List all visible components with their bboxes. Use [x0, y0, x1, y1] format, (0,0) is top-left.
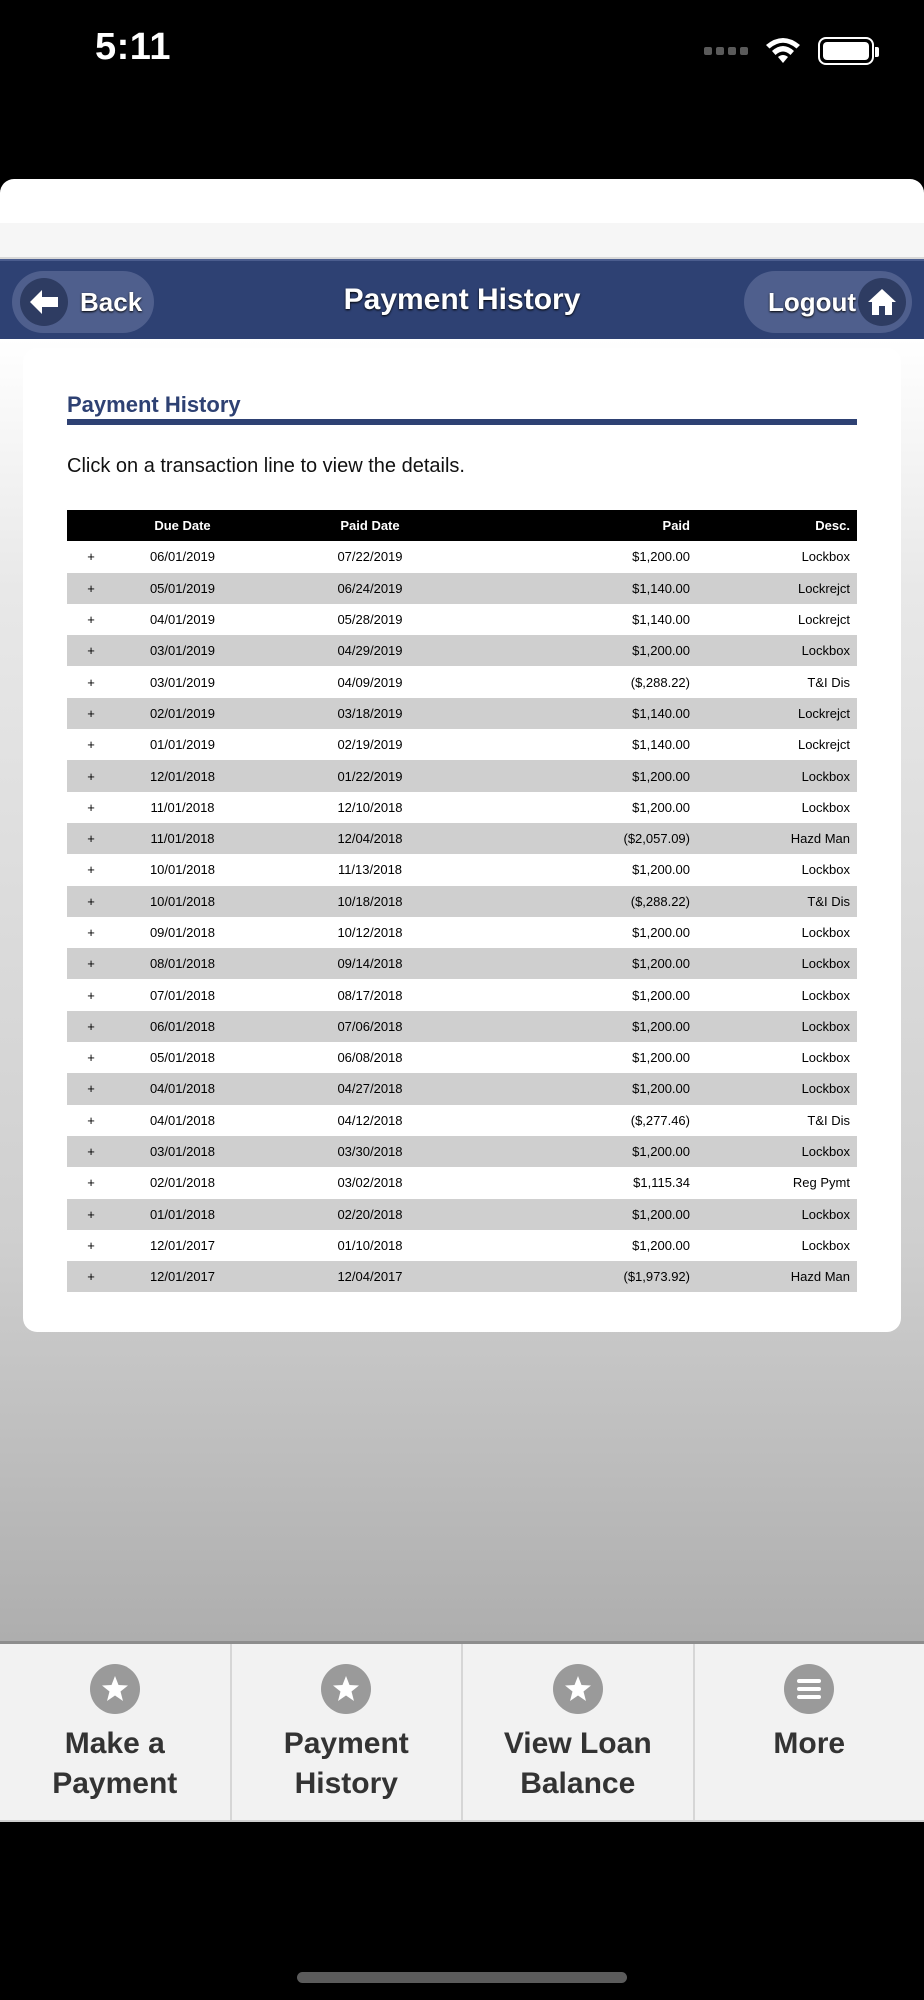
paid-amount-cell: $1,200.00	[632, 862, 690, 878]
paid-date-cell: 03/18/2019	[337, 705, 403, 721]
due-date-cell: 08/01/2018	[149, 956, 216, 972]
table-row[interactable]	[67, 1261, 857, 1292]
due-date-cell: 01/01/2019	[149, 737, 216, 753]
due-date-cell: 02/01/2018	[149, 1175, 216, 1191]
due-date-cell: 10/01/2018	[149, 893, 216, 909]
paid-amount-cell: $1,200.00	[632, 549, 690, 565]
description-cell: T&I Dis	[807, 1112, 850, 1128]
table-row[interactable]	[67, 573, 857, 604]
cellular-signal-icon	[704, 47, 748, 55]
expand-toggle[interactable]: +	[87, 612, 95, 628]
paid-amount-cell: ($2,057.09)	[623, 831, 690, 847]
description-cell: Lockbox	[801, 1050, 850, 1066]
expand-toggle[interactable]: +	[87, 643, 95, 659]
expand-toggle[interactable]: +	[87, 705, 95, 721]
paid-date-cell: 11/13/2018	[337, 862, 403, 878]
due-date-cell: 03/01/2019	[149, 643, 216, 659]
due-date-cell: 05/01/2018	[149, 1050, 216, 1066]
description-cell: T&I Dis	[807, 674, 850, 690]
description-cell: Lockbox	[801, 768, 850, 784]
due-date-cell: 04/01/2019	[149, 612, 216, 628]
expand-toggle[interactable]: +	[87, 1269, 95, 1285]
paid-date-cell: 05/28/2019	[337, 612, 403, 628]
expand-toggle[interactable]: +	[87, 737, 95, 753]
table-row[interactable]	[67, 666, 857, 697]
paid-date-cell: 12/04/2017	[337, 1269, 403, 1285]
due-date-cell: 01/01/2018	[149, 1206, 216, 1222]
expand-toggle[interactable]: +	[87, 674, 95, 690]
paid-amount-cell: $1,115.34	[633, 1175, 690, 1191]
expand-toggle[interactable]: +	[87, 893, 95, 909]
table-row[interactable]	[67, 760, 857, 791]
description-cell: Lockbox	[801, 1206, 850, 1222]
paid-amount-cell: $1,140.00	[632, 580, 690, 596]
battery-icon	[818, 37, 874, 65]
table-row[interactable]	[67, 1136, 857, 1167]
description-cell: Hazd Man	[790, 1269, 850, 1285]
table-row[interactable]	[67, 979, 857, 1010]
expand-toggle[interactable]: +	[87, 799, 95, 815]
paid-date-cell: 01/10/2018	[337, 1237, 403, 1253]
table-row[interactable]	[67, 1011, 857, 1042]
due-date-cell: 11/01/2018	[150, 831, 215, 847]
paid-date-cell: 12/04/2018	[337, 831, 403, 847]
table-row[interactable]	[67, 823, 857, 854]
payment-history-card	[23, 348, 901, 1332]
paid-amount-cell: $1,140.00	[632, 612, 690, 628]
expand-toggle[interactable]: +	[87, 549, 95, 565]
tab-payment-history[interactable]	[232, 1644, 464, 1820]
paid-date-cell: 02/19/2019	[337, 737, 403, 753]
paid-date-cell: 04/27/2018	[337, 1081, 403, 1097]
table-row[interactable]	[67, 635, 857, 666]
logout-label: Logout	[768, 286, 857, 317]
due-date-cell: 06/01/2019	[149, 549, 216, 565]
due-date-cell: 02/01/2019	[149, 705, 216, 721]
section-title: Payment History	[67, 392, 241, 417]
table-row[interactable]	[67, 792, 857, 823]
expand-toggle[interactable]: +	[87, 1175, 95, 1191]
description-cell: Lockbox	[801, 1237, 850, 1253]
paid-date-cell: 12/10/2018	[337, 799, 403, 815]
paid-date-cell: 06/08/2018	[337, 1050, 403, 1066]
description-cell: Lockbox	[801, 549, 850, 565]
tab-more[interactable]	[695, 1644, 924, 1820]
paid-date-cell: 04/12/2018	[337, 1112, 403, 1128]
page-title: Payment History	[343, 283, 581, 316]
description-cell: Lockrejct	[797, 737, 850, 753]
home-icon	[858, 278, 906, 326]
due-date-cell: 03/01/2019	[149, 674, 216, 690]
paid-amount-cell: $1,200.00	[632, 956, 690, 972]
paid-date-cell: 04/29/2019	[337, 643, 403, 659]
header-paid: Paid	[662, 518, 690, 534]
paid-amount-cell: $1,140.00	[632, 705, 690, 721]
payment-table	[67, 510, 857, 1292]
expand-toggle[interactable]: +	[87, 831, 95, 847]
description-cell: Lockbox	[801, 1144, 850, 1160]
description-cell: Reg Pymt	[792, 1175, 850, 1191]
paid-amount-cell: $1,200.00	[632, 1237, 690, 1253]
tab-view-loan-balance[interactable]	[463, 1644, 695, 1820]
paid-date-cell: 09/14/2018	[337, 956, 403, 972]
bottom-tab-bar	[0, 1641, 924, 1822]
due-date-cell: 07/01/2018	[149, 987, 216, 1003]
tab-label: Payment History	[283, 1727, 409, 1800]
paid-date-cell: 03/02/2018	[337, 1175, 403, 1191]
due-date-cell: 10/01/2018	[149, 862, 216, 878]
expand-toggle[interactable]: +	[87, 1081, 95, 1097]
expand-toggle[interactable]: +	[87, 862, 95, 878]
expand-toggle[interactable]: +	[87, 925, 95, 940]
table-row[interactable]	[67, 729, 857, 760]
paid-date-cell: 08/17/2018	[337, 987, 403, 1003]
due-date-cell: 09/01/2018	[149, 925, 216, 940]
paid-date-cell: 06/24/2019	[337, 580, 403, 596]
paid-amount-cell: ($,277.46)	[630, 1112, 690, 1128]
table-row[interactable]	[67, 948, 857, 979]
paid-amount-cell: $1,200.00	[632, 1081, 690, 1097]
description-cell: Hazd Man	[790, 831, 850, 847]
paid-amount-cell: $1,200.00	[632, 925, 690, 940]
due-date-cell: 11/01/2018	[150, 799, 215, 815]
table-row[interactable]	[67, 698, 857, 729]
due-date-cell: 04/01/2018	[149, 1081, 216, 1097]
due-date-cell: 12/01/2018	[149, 768, 216, 784]
table-row[interactable]	[67, 1073, 857, 1104]
table-row[interactable]	[67, 1042, 857, 1073]
description-cell: Lockrejct	[797, 612, 850, 628]
description-cell: Lockbox	[801, 925, 850, 940]
app-header	[0, 259, 924, 339]
paid-amount-cell: $1,200.00	[632, 1144, 690, 1160]
paid-date-cell: 01/22/2019	[337, 768, 403, 784]
expand-toggle[interactable]: +	[87, 1237, 95, 1253]
paid-amount-cell: $1,200.00	[632, 768, 690, 784]
description-cell: Lockbox	[801, 862, 850, 878]
due-date-cell: 03/01/2018	[149, 1144, 216, 1160]
table-row[interactable]	[67, 886, 857, 917]
paid-date-cell: 07/22/2019	[337, 549, 403, 565]
paid-amount-cell: $1,200.00	[632, 1018, 690, 1034]
table-row[interactable]	[67, 604, 857, 635]
paid-amount-cell: $1,200.00	[632, 1206, 690, 1222]
expand-toggle[interactable]: +	[87, 956, 95, 972]
header-paid-date: Paid Date	[340, 518, 400, 534]
star-icon	[553, 1664, 603, 1714]
star-icon	[90, 1664, 140, 1714]
table-row[interactable]	[67, 1230, 857, 1261]
back-label: Back	[80, 286, 143, 317]
logout-button[interactable]	[744, 271, 912, 333]
table-header	[67, 510, 857, 541]
home-indicator	[297, 1972, 627, 1983]
status-bar	[0, 0, 924, 100]
description-cell: Lockrejct	[797, 580, 850, 596]
table-row[interactable]	[67, 1167, 857, 1198]
header-due-date: Due Date	[154, 518, 211, 534]
header-desc: Desc.	[815, 518, 850, 534]
paid-amount-cell: $1,200.00	[632, 1050, 690, 1066]
description-cell: Lockbox	[801, 1018, 850, 1034]
table-row[interactable]	[67, 1199, 857, 1230]
table-row[interactable]	[67, 541, 857, 572]
star-icon	[321, 1664, 371, 1714]
due-date-cell: 12/01/2017	[149, 1237, 216, 1253]
table-row[interactable]	[67, 917, 857, 948]
paid-date-cell: 10/12/2018	[337, 925, 403, 940]
status-icons	[704, 34, 874, 68]
due-date-cell: 12/01/2017	[149, 1269, 216, 1285]
description-cell: Lockbox	[801, 799, 850, 815]
paid-date-cell: 07/06/2018	[337, 1018, 403, 1034]
description-cell: Lockbox	[801, 956, 850, 972]
wifi-icon	[764, 37, 802, 65]
description-cell: Lockbox	[801, 643, 850, 659]
table-row[interactable]	[67, 1105, 857, 1136]
paid-amount-cell: ($,288.22)	[630, 893, 690, 909]
tab-label: Make a Payment	[52, 1727, 178, 1800]
description-cell: Lockbox	[801, 987, 850, 1003]
expand-toggle[interactable]: +	[87, 1206, 95, 1222]
expand-toggle[interactable]: +	[87, 768, 95, 784]
paid-amount-cell: $1,200.00	[632, 643, 690, 659]
paid-date-cell: 03/30/2018	[337, 1144, 403, 1160]
description-cell: Lockrejct	[797, 705, 850, 721]
paid-amount-cell: $1,200.00	[632, 799, 690, 815]
expand-toggle[interactable]: +	[87, 1018, 95, 1034]
tab-make-payment[interactable]	[0, 1644, 232, 1820]
web-top-bar	[0, 179, 924, 259]
paid-amount-cell: $1,200.00	[632, 987, 690, 1003]
expand-toggle[interactable]: +	[87, 1050, 95, 1066]
due-date-cell: 06/01/2018	[149, 1018, 216, 1034]
expand-toggle[interactable]: +	[87, 1144, 95, 1160]
paid-date-cell: 04/09/2019	[337, 674, 403, 690]
expand-toggle[interactable]: +	[87, 580, 95, 596]
table-row[interactable]	[67, 854, 857, 885]
tab-label: View Loan Balance	[503, 1727, 652, 1800]
expand-toggle[interactable]: +	[87, 1112, 95, 1128]
expand-toggle[interactable]: +	[87, 987, 95, 1003]
tab-label: More	[773, 1727, 846, 1760]
due-date-cell: 05/01/2019	[149, 580, 216, 596]
menu-icon	[784, 1664, 834, 1714]
paid-amount-cell: ($,288.22)	[630, 674, 690, 690]
intro-text: Click on a transaction line to view the details.	[67, 455, 465, 477]
section-divider	[67, 419, 857, 425]
paid-date-cell: 02/20/2018	[337, 1206, 403, 1222]
paid-date-cell: 10/18/2018	[337, 893, 403, 909]
description-cell: Lockbox	[801, 1081, 850, 1097]
paid-amount-cell: ($1,973.92)	[623, 1269, 690, 1285]
paid-amount-cell: $1,140.00	[632, 737, 690, 753]
due-date-cell: 04/01/2018	[149, 1112, 216, 1128]
description-cell: T&I Dis	[807, 893, 850, 909]
status-time: 5:11	[95, 26, 171, 68]
